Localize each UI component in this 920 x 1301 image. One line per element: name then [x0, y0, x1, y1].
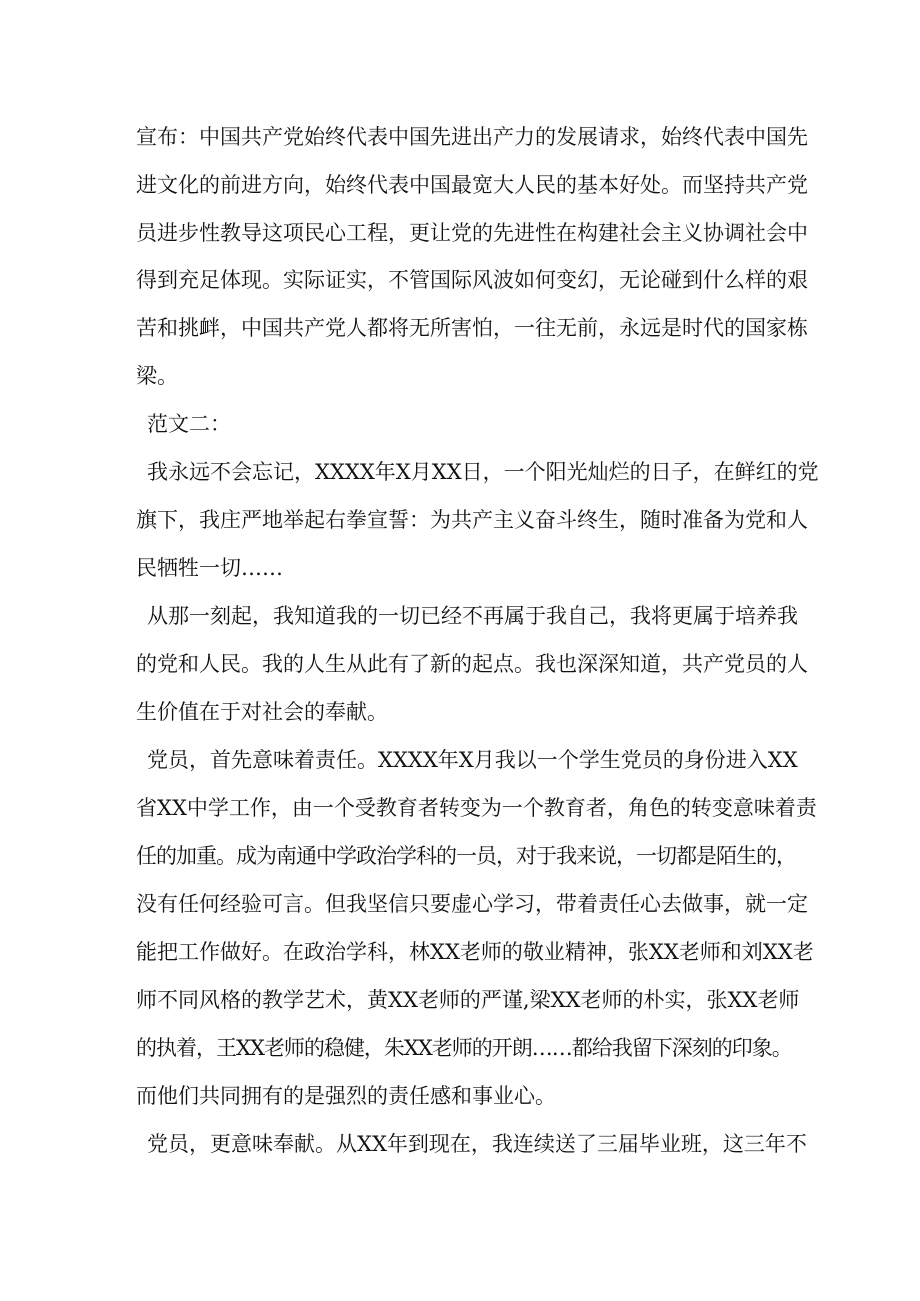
- text-line: 宣布：中国共产党始终代表中国先进出产力的发展请求，始终代表中国先: [136, 125, 808, 149]
- text-line: 员进步性教导这项民心工程，更让党的先进性在构建社会主义协调社会中: [136, 221, 808, 245]
- text-line: 梁。: [136, 364, 178, 388]
- text-line: 省XX中学工作，由一个受教育者转变为一个教育者，角色的转变意味着责: [136, 796, 817, 820]
- text-line: 进文化的前进方向，始终代表中国最宽大人民的基本好处。而坚持共产党: [136, 173, 808, 197]
- text-line: 生价值在于对社会的奉献。: [136, 700, 388, 724]
- text-line: 而他们共同拥有的是强烈的责任感和事业心。: [136, 1084, 556, 1108]
- text-line: 党员，首先意味着责任。XXXX年X月我以一个学生党员的身份进入XX: [147, 748, 798, 772]
- text-line: 党员，更意味奉献。从XX年到现在，我连续送了三届毕业班，这三年不: [147, 1132, 807, 1156]
- text-line: 任的加重。成为南通中学政治学科的一员，对于我来说，一切都是陌生的，: [136, 844, 796, 868]
- text-line: 从那一刻起，我知道我的一切已经不再属于我自己，我将更属于培养我: [147, 604, 798, 628]
- text-line: 师不同风格的教学艺术，黄XX老师的严谨,梁XX老师的朴实，张XX老师: [136, 988, 800, 1012]
- text-line: 的执着，王XX老师的稳健，朱XX老师的开朗……都给我留下深刻的印象。: [136, 1036, 792, 1060]
- text-line: 得到充足体现。实际证实，不管国际风波如何变幻，无论碰到什么样的艰: [136, 268, 808, 292]
- text-line: 没有任何经验可言。但我坚信只要虚心学习，带着责任心去做事，就一定: [136, 892, 808, 916]
- text-line: 民牺牲一切……: [136, 556, 283, 580]
- text-line: 能把工作做好。在政治学科，林XX老师的敬业精神，张XX老师和刘XX老: [136, 940, 814, 964]
- section-heading: 范文二：: [147, 412, 231, 436]
- text-line: 苦和挑衅，中国共产党人都将无所害怕，一往无前，永远是时代的国家栋: [136, 316, 808, 340]
- text-line: 旗下，我庄严地举起右拳宣誓：为共产主义奋斗终生，随时准备为党和人: [136, 508, 808, 532]
- text-line: 我永远不会忘记，XXXX年X月XX日，一个阳光灿烂的日子，在鲜红的党: [147, 460, 819, 484]
- text-line: 的党和人民。我的人生从此有了新的起点。我也深深知道，共产党员的人: [136, 652, 808, 676]
